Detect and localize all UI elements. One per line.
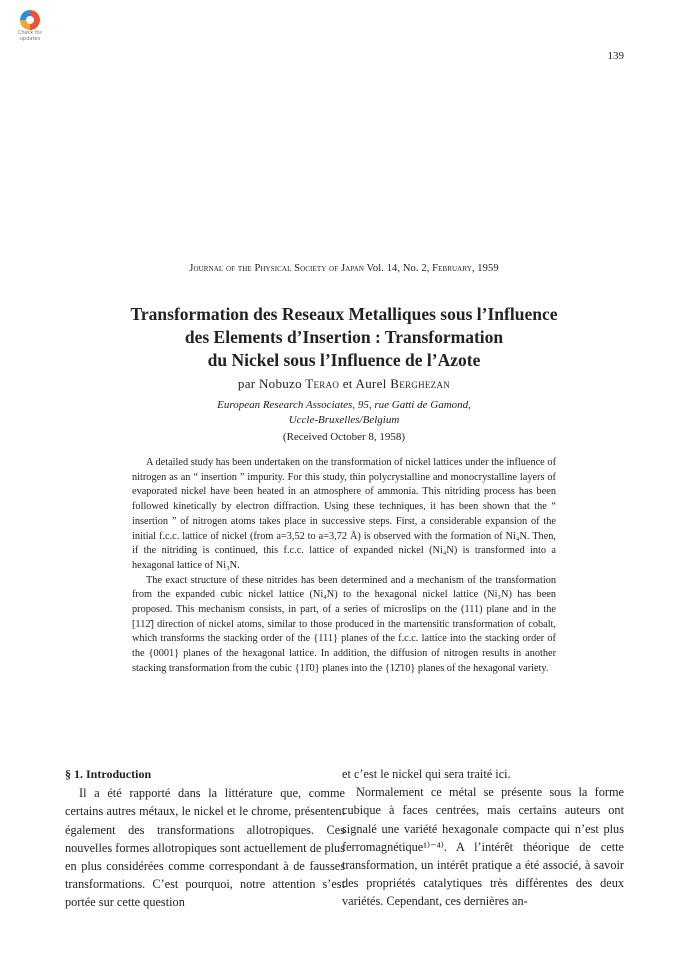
section-heading: § 1. Introduction	[65, 767, 152, 781]
title-line: Transformation des Reseaux Metalliques sous l’Influence	[130, 304, 558, 324]
received-date: (Received October 8, 1958)	[282, 431, 406, 443]
title-line: du Nickel sous l’Influence de l’Azote	[207, 350, 481, 370]
authors: par Nobuzo Terao et Aurel Berghezan	[237, 376, 451, 391]
abstract-paragraph: A detailed study has been undertaken on the transformation of nickel lattices under the influence of nitrogen as an “ insertion ” impurity. For this study, thin polycrystalline and monocrystalline layers of evaporated nickel have been heated in an atmosphere of ammonia. This nitriding process has been followed kinetically by electron diffraction. Using these techniques, it has been shown that the “ insertion ” of nitrogen atoms takes place in successive steps. First, a considerable expansion of the initial f.c.c. lattice of nickel (from a=3,52 to a=3,72 Å) is observed with the formation of Ni₄N. Then, if the nitriding is continued, this f.c.c. lattice of expanded nickel (Ni₄N) is transformed into a hexagonal lattice of Ni₃N.	[132, 457, 556, 571]
check-updates-icon	[20, 10, 40, 30]
affiliation: European Research Associates, 95, rue Gatti de Gamond, Uccle-Bruxelles/Belgium	[217, 399, 471, 426]
journal-header: Journal of the Physical Society of Japan Vol. 14, No. 2, February, 1959	[189, 263, 499, 274]
body-column-left	[65, 765, 345, 912]
paper-title	[60, 303, 628, 372]
abstract-paragraph: The exact structure of these nitrides has been determined and a mechanism of the transformation from the expanded cubic nickel lattice (Ni₄N) to the hexagonal nickel lattice (Ni₃N) has been proposed. This mechanism consists, in part, of a series of microslips on the (111) plane and in the [112̄] direction of nickel atoms, similar to those produced in the martensitic transformation of cobalt, which transforms the stacking order of the {111} planes of the f.c.c. lattice into the stacking order of the {0001} planes of the hexagonal lattice. In addition, the diffusion of nitrogen results in another stacking transformation from the cubic {11̄0} planes into the {12̄10} planes of the hexagonal variety.	[132, 574, 556, 674]
body-column-right	[342, 765, 624, 911]
body-paragraph: Il a été rapporté dans la littérature que, comme certains autres métaux, le nickel et le chrome, présentent également des transformations allotropiques. Ces nouvelles formes allotropiques sont actuellement de plus en plus considérées comme correspondant à de fausses transformations. C’est pourquoi, notre attention s’est portée sur cette question	[65, 786, 345, 910]
page-number: 139	[607, 50, 624, 62]
check-for-updates-badge[interactable]	[10, 8, 50, 48]
title-line: des Elements d’Insertion : Transformation	[184, 327, 504, 347]
badge-label: Check for updates	[18, 30, 42, 42]
abstract	[132, 456, 556, 677]
body-paragraph: et c’est le nickel qui sera traité ici.	[342, 767, 511, 781]
body-paragraph: Normalement ce métal se présente sous la forme cubique à faces centrées, mais certains auteurs ont signalé une variété hexagonale compacte qui n’est plus ferromagnétique¹⁾⁻⁴⁾. A l’intérêt théorique de cette transformation, un intérêt pratique a été associé, à savoir des propriétés catalytiques très différentes des deux variétés. Cependant, ces dernières an-	[342, 785, 624, 909]
